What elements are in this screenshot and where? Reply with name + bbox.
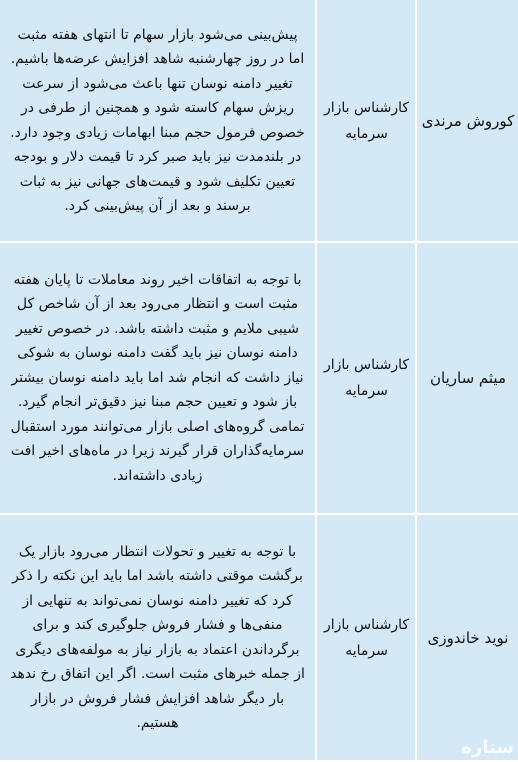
table-row: [0, 243, 518, 515]
expert-opinion: [0, 0, 317, 241]
expert-role: [318, 515, 417, 760]
expert-role-text: کارشناس بازار سرمایه: [323, 616, 410, 659]
table-row: [0, 0, 518, 243]
expert-name-text: نوید خاندوزی: [427, 628, 509, 647]
expert-name: [418, 0, 518, 241]
expert-opinion-text: با توجه به تغییر و تحولات انتظار می‌رود بازار یک برگشت موقتی داشته باشد اما باید این نکته را ذکر کرد که تغییر دامنه نوسان نمی‌تواند به تنهایی از منفی‌ها و فشار فروش جلوگیری کند و برای برگرداندن اعتماد به بازار نیاز به مولفه‌های دیگری از جمله خبرهای مثبت است. اگر این اتفاق رخ ندهد بار دیگر شاهد افزایش فشار فروش در بازار هستیم.: [10, 543, 305, 731]
expert-name-text: میثم ساریان: [430, 369, 506, 387]
expert-name: [418, 243, 518, 513]
expert-opinion: [0, 243, 317, 513]
expert-name-text: کوروش مرندی: [421, 111, 515, 130]
expert-opinion: [0, 515, 317, 760]
expert-opinion-text: پیش‌بینی می‌شود بازار سهام تا انتهای هفته مثبت اما در روز چهارشنبه شاهد افزایش عرضه‌ها باشیم. تغییر دامنه نوسان تنها باعث می‌شود از سرعت ریزش سهام کاسته شود و همچنین از طرفی در خصوص فرمول حجم مبنا ابهامات زیادی وجود دارد. در بلندمدت نیز باید صبر کرد تا قیمت دلار و بودجه تعیین تکلیف شود و قیمت‌های جهانی نیز به ثبات برسند و بعد از آن پیش‌بینی کرد.: [10, 26, 305, 214]
expert-opinion-text: با توجه به اتفاقات اخیر روند معاملات تا پایان هفته مثبت است و انتظار می‌رود بعد از آن شاخص کل شیبی ملایم و مثبت داشته باشد. در خصوص تغییر دامنه نوسان نیز باید گفت دامنه نوسان به شوکی نیاز داشت که انجام شد اما باید دامنه نوسان بیشتر باز شود و تعیین حجم مبنا نیز دقیق‌تر انجام گیرد. تمامی گروه‌های اصلی بازار می‌توانند مورد استقبال سرمایه‌گذاران قرار گیرند زیرا در ماه‌های اخیر افت زیادی داشته‌اند.: [10, 271, 305, 484]
watermark-logo: ستاره: [461, 737, 514, 758]
table-row: [0, 515, 518, 762]
expert-name: [418, 515, 518, 760]
expert-role-text: کارشناس بازار سرمایه: [323, 99, 410, 142]
expert-role: [318, 0, 417, 241]
expert-role-text: کارشناس بازار سرمایه: [323, 357, 410, 399]
expert-role: [318, 243, 417, 513]
